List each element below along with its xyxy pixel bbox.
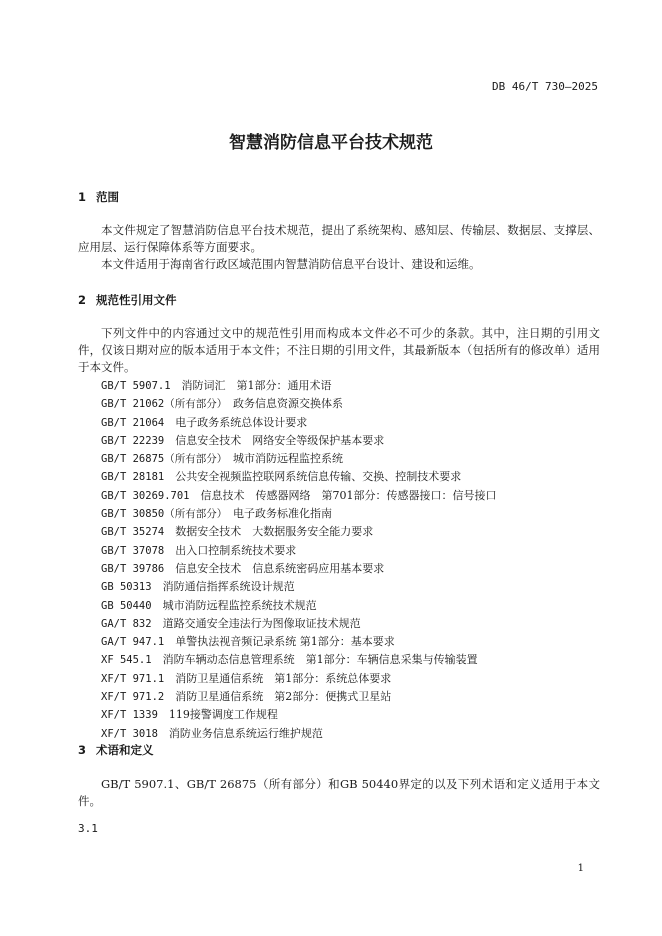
scope-paragraph-1: 本文件规定了智慧消防信息平台技术规范，提出了系统架构、感知层、传输层、数据层、支撑层、应用层、运行保障体系等方面要求。 <box>78 223 600 254</box>
reference-title: 出入口控制系统技术要求 <box>175 543 297 557</box>
reference-code: XF/T 971.2 <box>101 691 165 704</box>
reference-code: GB/T 28181 <box>101 471 165 484</box>
reference-code: GB/T 5907.1 <box>101 380 171 392</box>
reference-item <box>101 670 497 688</box>
section-title: 规范性引用文件 <box>96 293 177 307</box>
reference-item <box>101 450 497 468</box>
section-number: 1 <box>78 190 87 204</box>
document-number: DB 46/T 730—2025 <box>492 80 598 93</box>
reference-code: GB/T 26875（所有部分） <box>101 453 222 466</box>
reference-item <box>101 560 497 578</box>
section-heading-scope <box>78 189 119 205</box>
section-heading-normative-references <box>78 292 177 308</box>
reference-code: GA/T 947.1 <box>101 636 165 649</box>
reference-title: 城市消防远程监控系统技术规范 <box>162 598 317 612</box>
reference-title: 公共安全视频监控联网系统信息传输、交换、控制技术要求 <box>175 470 462 484</box>
reference-item <box>101 395 497 413</box>
section-number: 3 <box>78 743 87 757</box>
reference-title: 消防词汇 第1部分：通用术语 <box>181 379 332 392</box>
reference-title: 消防通信指挥系统设计规范 <box>162 580 295 594</box>
reference-code: GB/T 22239 <box>101 434 165 447</box>
reference-title: 消防卫星通信系统 第1部分：系统总体要求 <box>175 671 392 685</box>
reference-item <box>101 505 497 523</box>
reference-title: 消防卫星通信系统 第2部分：便携式卫星站 <box>175 690 392 704</box>
reference-title: 道路交通安全违法行为图像取证技术规范 <box>162 616 361 630</box>
reference-item <box>101 615 497 633</box>
section-title: 术语和定义 <box>96 743 154 757</box>
reference-item <box>101 377 497 395</box>
reference-item <box>101 523 497 541</box>
reference-item <box>101 725 497 743</box>
reference-code: XF 545.1 <box>101 654 152 667</box>
reference-title: 城市消防远程监控系统 <box>232 452 343 466</box>
reference-title: 信息安全技术 网络安全等级保护基本要求 <box>175 433 385 447</box>
reference-item <box>101 468 497 486</box>
reference-item <box>101 688 497 706</box>
reference-title: 电子政务系统总体设计要求 <box>175 415 308 429</box>
reference-title: 电子政务标准化指南 <box>232 507 332 521</box>
reference-code: GB/T 30269.701 <box>101 489 190 502</box>
reference-title: 信息安全技术 信息系统密码应用基本要求 <box>175 561 385 575</box>
reference-item <box>101 414 497 432</box>
document-title: 智慧消防信息平台技术规范 <box>229 133 433 153</box>
reference-title: 数据安全技术 大数据服务安全能力要求 <box>175 525 374 539</box>
reference-code: GB/T 21062（所有部分） <box>101 398 222 411</box>
reference-title: 信息技术 传感器网络 第701部分：传感器接口：信号接口 <box>200 488 497 502</box>
reference-code: GA/T 832 <box>101 617 152 630</box>
reference-code: GB 50440 <box>101 599 152 612</box>
reference-item <box>101 651 497 669</box>
reference-title: 消防业务信息系统运行维护规范 <box>168 726 323 740</box>
reference-item <box>101 542 497 560</box>
reference-code: XF/T 971.1 <box>101 672 165 685</box>
reference-code: GB/T 35274 <box>101 526 165 539</box>
reference-item <box>101 633 497 651</box>
terms-intro: GB/T 5907.1、GB/T 26875（所有部分）和GB 50440界定的以及下列术语和定义适用于本文件。 <box>78 777 600 808</box>
section-heading-terms-definitions <box>78 742 154 758</box>
reference-code: GB/T 37078 <box>101 544 165 557</box>
reference-item <box>101 597 497 615</box>
reference-code: XF/T 3018 <box>101 727 158 740</box>
reference-code: GB/T 30850（所有部分） <box>101 508 222 521</box>
references-intro: 下列文件中的内容通过文中的规范性引用而构成本文件必不可少的条款。其中，注日期的引用文件，仅该日期对应的版本适用于本文件；不注日期的引用文件，其最新版本（包括所有的修改单）适用于本文件。 <box>78 326 600 374</box>
section-title: 范围 <box>96 190 119 204</box>
reference-item <box>101 706 497 724</box>
scope-paragraph-2: 本文件适用于海南省行政区域范围内智慧消防信息平台设计、建设和运维。 <box>101 257 481 271</box>
reference-title: 政务信息资源交换体系 <box>232 397 343 411</box>
reference-title: 单警执法视音频记录系统 第1部分：基本要求 <box>175 635 395 649</box>
reference-title: 119接警调度工作规程 <box>168 708 278 722</box>
reference-list <box>101 377 497 743</box>
reference-item <box>101 432 497 450</box>
reference-title: 消防车辆动态信息管理系统 第1部分：车辆信息采集与传输装置 <box>162 653 478 667</box>
reference-item <box>101 487 497 505</box>
clause-number: 3.1 <box>78 822 98 835</box>
reference-code: GB 50313 <box>101 581 152 594</box>
page-number: 1 <box>577 863 584 874</box>
reference-code: GB/T 39786 <box>101 562 165 575</box>
reference-code: XF/T 1339 <box>101 709 158 722</box>
reference-code: GB/T 21064 <box>101 416 165 429</box>
section-number: 2 <box>78 293 87 307</box>
reference-item <box>101 578 497 596</box>
